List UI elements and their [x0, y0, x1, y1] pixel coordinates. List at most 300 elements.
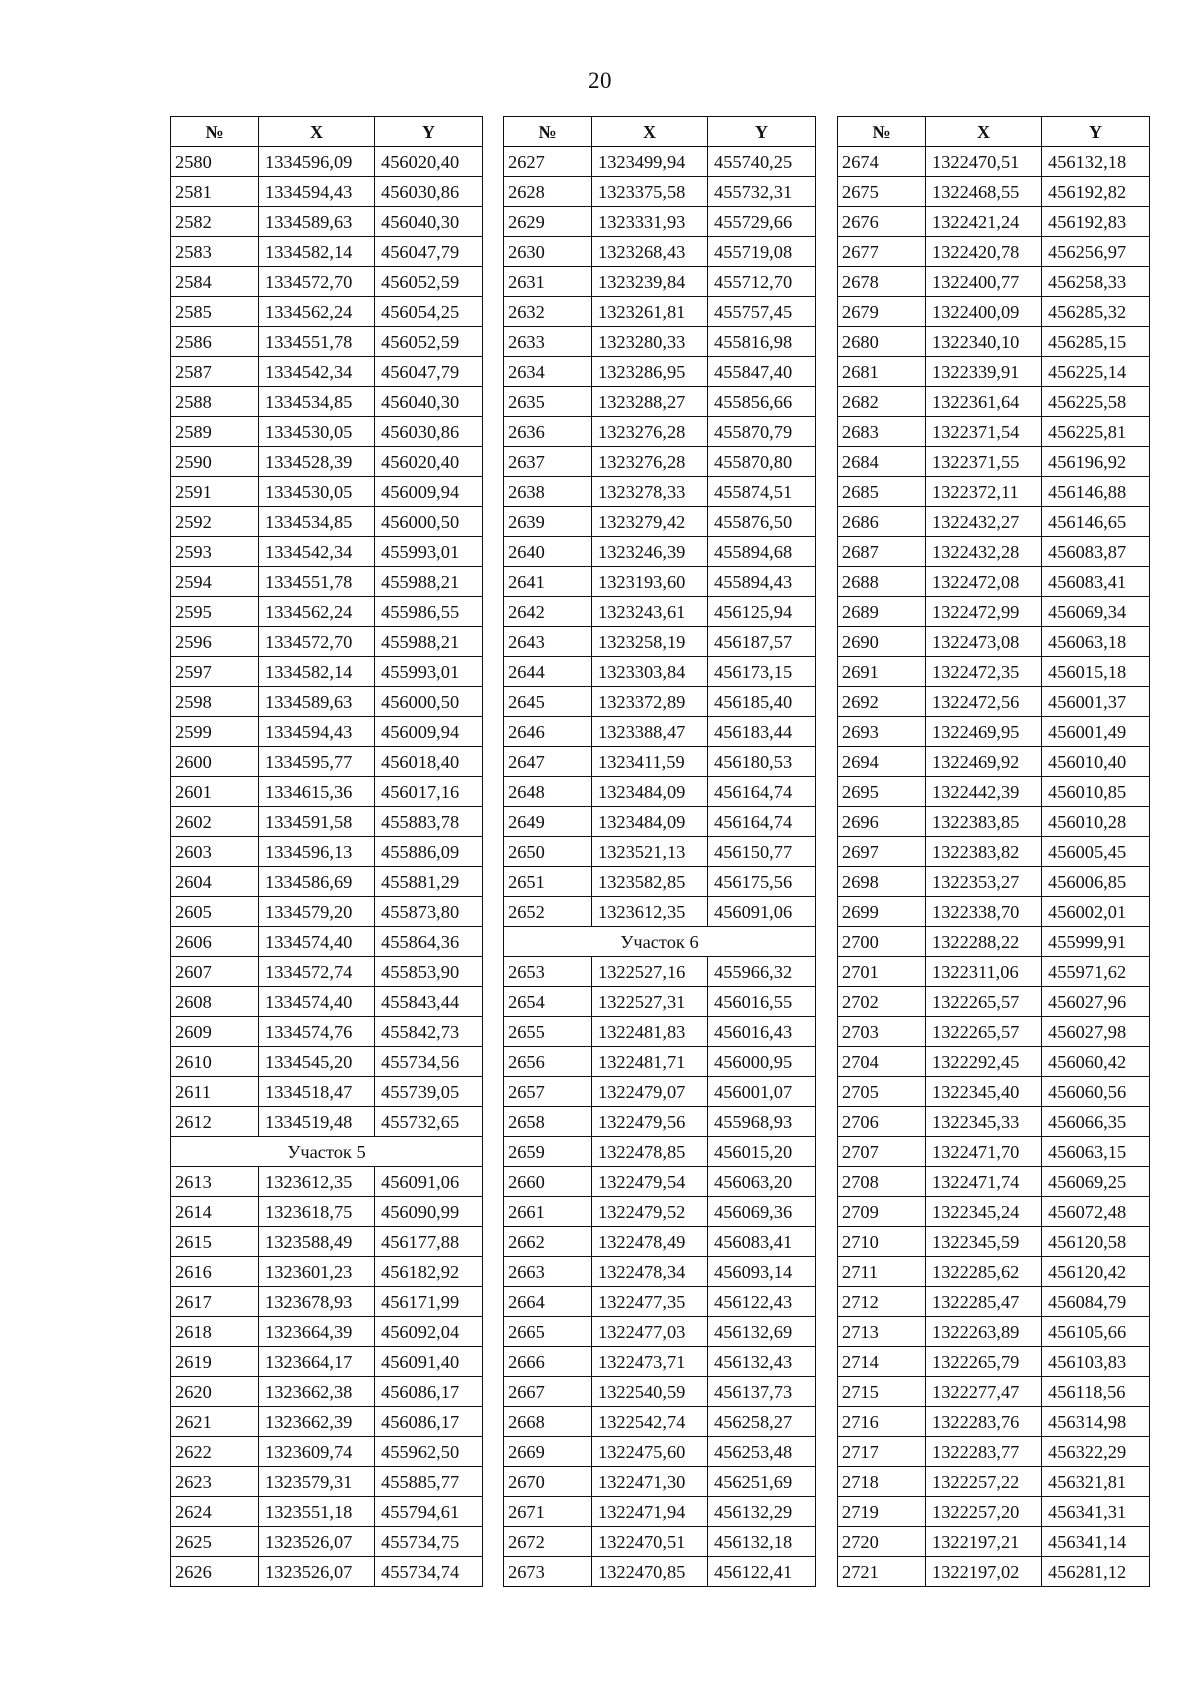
x-coordinate-cell: 1322288,22	[926, 927, 1042, 957]
x-coordinate-cell: 1323484,09	[592, 777, 708, 807]
x-coordinate-cell: 1322283,77	[926, 1437, 1042, 1467]
coordinates-table-2	[503, 116, 816, 1587]
table-row	[504, 267, 816, 297]
table-row	[171, 897, 483, 927]
point-number-cell: 2665	[504, 1317, 592, 1347]
x-coordinate-cell: 1334545,20	[259, 1047, 375, 1077]
x-coordinate-cell: 1322283,76	[926, 1407, 1042, 1437]
table-row	[171, 327, 483, 357]
y-coordinate-cell: 456091,40	[375, 1347, 483, 1377]
x-coordinate-cell: 1322542,74	[592, 1407, 708, 1437]
y-coordinate-cell: 456010,85	[1042, 777, 1150, 807]
y-coordinate-cell: 455881,29	[375, 867, 483, 897]
y-coordinate-cell: 456086,17	[375, 1377, 483, 1407]
point-number-cell: 2660	[504, 1167, 592, 1197]
table-row	[171, 867, 483, 897]
table-row	[838, 1437, 1150, 1467]
y-coordinate-cell: 456120,42	[1042, 1257, 1150, 1287]
x-coordinate-cell: 1323388,47	[592, 717, 708, 747]
y-coordinate-cell: 456285,15	[1042, 327, 1150, 357]
y-coordinate-cell: 456063,18	[1042, 627, 1150, 657]
x-coordinate-cell: 1323609,74	[259, 1437, 375, 1467]
y-coordinate-cell: 456341,31	[1042, 1497, 1150, 1527]
x-coordinate-cell: 1323551,18	[259, 1497, 375, 1527]
table-row	[838, 927, 1150, 957]
table-row	[838, 417, 1150, 447]
x-coordinate-cell: 1323276,28	[592, 447, 708, 477]
y-coordinate-cell: 456020,40	[375, 147, 483, 177]
point-number-cell: 2622	[171, 1437, 259, 1467]
x-coordinate-cell: 1322353,27	[926, 867, 1042, 897]
point-number-cell: 2605	[171, 897, 259, 927]
x-coordinate-cell: 1322471,70	[926, 1137, 1042, 1167]
x-coordinate-cell: 1323288,27	[592, 387, 708, 417]
point-number-cell: 2715	[838, 1377, 926, 1407]
x-coordinate-cell: 1334595,77	[259, 747, 375, 777]
x-coordinate-cell: 1323411,59	[592, 747, 708, 777]
x-coordinate-cell: 1323618,75	[259, 1197, 375, 1227]
x-coordinate-cell: 1322477,03	[592, 1317, 708, 1347]
point-number-cell: 2582	[171, 207, 259, 237]
table-row	[171, 717, 483, 747]
y-coordinate-cell: 455962,50	[375, 1437, 483, 1467]
y-coordinate-cell: 455874,51	[708, 477, 816, 507]
table-body	[171, 147, 483, 1587]
y-coordinate-cell: 456083,41	[1042, 567, 1150, 597]
table-row	[504, 1107, 816, 1137]
y-coordinate-cell: 455847,40	[708, 357, 816, 387]
point-number-cell: 2624	[171, 1497, 259, 1527]
x-coordinate-cell: 1322479,07	[592, 1077, 708, 1107]
point-number-cell: 2636	[504, 417, 592, 447]
y-coordinate-cell: 456118,56	[1042, 1377, 1150, 1407]
table-row	[171, 747, 483, 777]
page-number: 20	[588, 68, 612, 93]
y-coordinate-cell: 456146,65	[1042, 507, 1150, 537]
x-coordinate-cell: 1334615,36	[259, 777, 375, 807]
y-coordinate-cell: 456010,40	[1042, 747, 1150, 777]
y-coordinate-cell: 456027,98	[1042, 1017, 1150, 1047]
point-number-cell: 2714	[838, 1347, 926, 1377]
point-number-cell: 2705	[838, 1077, 926, 1107]
point-number-cell: 2610	[171, 1047, 259, 1077]
y-coordinate-cell: 456052,59	[375, 327, 483, 357]
y-coordinate-cell: 456009,94	[375, 477, 483, 507]
x-coordinate-cell: 1322478,49	[592, 1227, 708, 1257]
point-number-cell: 2638	[504, 477, 592, 507]
y-coordinate-cell: 456251,69	[708, 1467, 816, 1497]
table-row	[504, 1047, 816, 1077]
table-row	[171, 1287, 483, 1317]
point-number-cell: 2630	[504, 237, 592, 267]
x-coordinate-cell: 1322383,85	[926, 807, 1042, 837]
table-row	[504, 1017, 816, 1047]
table-row	[504, 537, 816, 567]
point-number-cell: 2640	[504, 537, 592, 567]
y-coordinate-cell: 455856,66	[708, 387, 816, 417]
table-row	[838, 477, 1150, 507]
coordinates-table-3	[837, 116, 1150, 1587]
table-row	[838, 687, 1150, 717]
table-row	[838, 957, 1150, 987]
point-number-cell: 2678	[838, 267, 926, 297]
table-row	[838, 507, 1150, 537]
point-number-cell: 2635	[504, 387, 592, 417]
table-row	[171, 1077, 483, 1107]
y-coordinate-cell: 456175,56	[708, 867, 816, 897]
y-coordinate-cell: 456150,77	[708, 837, 816, 867]
y-coordinate-cell: 455794,61	[375, 1497, 483, 1527]
table-body	[838, 147, 1150, 1587]
table-row	[171, 1467, 483, 1497]
x-coordinate-cell: 1334589,63	[259, 687, 375, 717]
y-coordinate-cell: 456192,83	[1042, 207, 1150, 237]
point-number-cell: 2692	[838, 687, 926, 717]
y-coordinate-cell: 456084,79	[1042, 1287, 1150, 1317]
table-row	[838, 747, 1150, 777]
table-row	[171, 927, 483, 957]
table-row	[504, 357, 816, 387]
table-row	[838, 627, 1150, 657]
y-coordinate-cell: 456132,18	[1042, 147, 1150, 177]
x-coordinate-cell: 1322361,64	[926, 387, 1042, 417]
x-coordinate-cell: 1334591,58	[259, 807, 375, 837]
x-coordinate-cell: 1322479,52	[592, 1197, 708, 1227]
y-coordinate-cell: 456258,33	[1042, 267, 1150, 297]
table-row	[504, 1317, 816, 1347]
y-coordinate-cell: 456015,20	[708, 1137, 816, 1167]
y-coordinate-cell: 455999,91	[1042, 927, 1150, 957]
point-number-cell: 2646	[504, 717, 592, 747]
x-coordinate-cell: 1322197,02	[926, 1557, 1042, 1587]
y-coordinate-cell: 455734,74	[375, 1557, 483, 1587]
table-row	[171, 657, 483, 687]
point-number-cell: 2647	[504, 747, 592, 777]
point-number-cell: 2671	[504, 1497, 592, 1527]
point-number-cell: 2594	[171, 567, 259, 597]
point-number-cell: 2698	[838, 867, 926, 897]
x-coordinate-cell: 1334551,78	[259, 567, 375, 597]
point-number-cell: 2690	[838, 627, 926, 657]
table-row	[504, 1497, 816, 1527]
x-coordinate-cell: 1322432,28	[926, 537, 1042, 567]
y-coordinate-cell: 456164,74	[708, 777, 816, 807]
y-coordinate-cell: 456122,41	[708, 1557, 816, 1587]
y-coordinate-cell: 456092,04	[375, 1317, 483, 1347]
x-coordinate-cell: 1322372,11	[926, 477, 1042, 507]
table-row	[838, 537, 1150, 567]
y-coordinate-cell: 456132,29	[708, 1497, 816, 1527]
y-coordinate-cell: 456253,48	[708, 1437, 816, 1467]
point-number-cell: 2629	[504, 207, 592, 237]
x-coordinate-cell: 1323499,94	[592, 147, 708, 177]
table-row	[838, 267, 1150, 297]
x-coordinate-cell: 1322345,24	[926, 1197, 1042, 1227]
table-row	[838, 1197, 1150, 1227]
header-x: X	[926, 117, 1042, 147]
table-row	[838, 597, 1150, 627]
table-row	[838, 777, 1150, 807]
table-row	[171, 1107, 483, 1137]
y-coordinate-cell: 456225,81	[1042, 417, 1150, 447]
point-number-cell: 2658	[504, 1107, 592, 1137]
point-number-cell: 2620	[171, 1377, 259, 1407]
table-row	[838, 717, 1150, 747]
point-number-cell: 2595	[171, 597, 259, 627]
table-row	[171, 1047, 483, 1077]
x-coordinate-cell: 1322371,54	[926, 417, 1042, 447]
point-number-cell: 2604	[171, 867, 259, 897]
x-coordinate-cell: 1322285,62	[926, 1257, 1042, 1287]
x-coordinate-cell: 1322420,78	[926, 237, 1042, 267]
point-number-cell: 2649	[504, 807, 592, 837]
y-coordinate-cell: 455757,45	[708, 297, 816, 327]
point-number-cell: 2686	[838, 507, 926, 537]
table-row	[838, 987, 1150, 1017]
x-coordinate-cell: 1323331,93	[592, 207, 708, 237]
x-coordinate-cell: 1322257,20	[926, 1497, 1042, 1527]
y-coordinate-cell: 456285,32	[1042, 297, 1150, 327]
point-number-cell: 2667	[504, 1377, 592, 1407]
x-coordinate-cell: 1322470,51	[592, 1527, 708, 1557]
y-coordinate-cell: 456086,17	[375, 1407, 483, 1437]
table-row	[838, 1497, 1150, 1527]
table-row	[504, 1197, 816, 1227]
y-coordinate-cell: 456054,25	[375, 297, 483, 327]
point-number-cell: 2587	[171, 357, 259, 387]
x-coordinate-cell: 1323193,60	[592, 567, 708, 597]
y-coordinate-cell: 455886,09	[375, 837, 483, 867]
header-row	[171, 117, 483, 147]
y-coordinate-cell: 456314,98	[1042, 1407, 1150, 1437]
point-number-cell: 2683	[838, 417, 926, 447]
table-row	[504, 1467, 816, 1497]
header-number: №	[838, 117, 926, 147]
point-number-cell: 2639	[504, 507, 592, 537]
y-coordinate-cell: 456225,58	[1042, 387, 1150, 417]
x-coordinate-cell: 1322338,70	[926, 897, 1042, 927]
point-number-cell: 2600	[171, 747, 259, 777]
table-row	[504, 237, 816, 267]
x-coordinate-cell: 1334562,24	[259, 597, 375, 627]
section-row	[171, 1137, 483, 1167]
y-coordinate-cell: 455993,01	[375, 657, 483, 687]
point-number-cell: 2694	[838, 747, 926, 777]
y-coordinate-cell: 456052,59	[375, 267, 483, 297]
point-number-cell: 2664	[504, 1287, 592, 1317]
x-coordinate-cell: 1322442,39	[926, 777, 1042, 807]
table-row	[838, 1257, 1150, 1287]
table-row	[504, 807, 816, 837]
point-number-cell: 2642	[504, 597, 592, 627]
x-coordinate-cell: 1322257,22	[926, 1467, 1042, 1497]
y-coordinate-cell: 456047,79	[375, 357, 483, 387]
y-coordinate-cell: 456069,36	[708, 1197, 816, 1227]
y-coordinate-cell: 456132,43	[708, 1347, 816, 1377]
point-number-cell: 2653	[504, 957, 592, 987]
point-number-cell: 2654	[504, 987, 592, 1017]
x-coordinate-cell: 1322400,77	[926, 267, 1042, 297]
point-number-cell: 2632	[504, 297, 592, 327]
table-row	[171, 1377, 483, 1407]
x-coordinate-cell: 1334596,09	[259, 147, 375, 177]
point-number-cell: 2700	[838, 927, 926, 957]
y-coordinate-cell: 456185,40	[708, 687, 816, 717]
point-number-cell: 2601	[171, 777, 259, 807]
point-number-cell: 2596	[171, 627, 259, 657]
point-number-cell: 2598	[171, 687, 259, 717]
x-coordinate-cell: 1334594,43	[259, 177, 375, 207]
x-coordinate-cell: 1323243,61	[592, 597, 708, 627]
x-coordinate-cell: 1334572,74	[259, 957, 375, 987]
x-coordinate-cell: 1323664,39	[259, 1317, 375, 1347]
table-row	[838, 147, 1150, 177]
point-number-cell: 2682	[838, 387, 926, 417]
table-row	[171, 537, 483, 567]
point-number-cell: 2706	[838, 1107, 926, 1137]
x-coordinate-cell: 1323612,35	[259, 1167, 375, 1197]
y-coordinate-cell: 455734,75	[375, 1527, 483, 1557]
point-number-cell: 2702	[838, 987, 926, 1017]
y-coordinate-cell: 455816,98	[708, 327, 816, 357]
y-coordinate-cell: 455883,78	[375, 807, 483, 837]
point-number-cell: 2689	[838, 597, 926, 627]
header-x: X	[259, 117, 375, 147]
point-number-cell: 2612	[171, 1107, 259, 1137]
point-number-cell: 2608	[171, 987, 259, 1017]
x-coordinate-cell: 1322292,45	[926, 1047, 1042, 1077]
x-coordinate-cell: 1334530,05	[259, 477, 375, 507]
point-number-cell: 2703	[838, 1017, 926, 1047]
x-coordinate-cell: 1323526,07	[259, 1557, 375, 1587]
table-row	[171, 567, 483, 597]
point-number-cell: 2679	[838, 297, 926, 327]
table-row	[171, 837, 483, 867]
point-number-cell: 2688	[838, 567, 926, 597]
y-coordinate-cell: 456083,87	[1042, 537, 1150, 567]
table-row	[838, 837, 1150, 867]
x-coordinate-cell: 1322479,56	[592, 1107, 708, 1137]
x-coordinate-cell: 1323276,28	[592, 417, 708, 447]
table-row	[838, 297, 1150, 327]
table-row	[171, 1197, 483, 1227]
table-row	[171, 1227, 483, 1257]
point-number-cell: 2652	[504, 897, 592, 927]
point-number-cell: 2626	[171, 1557, 259, 1587]
y-coordinate-cell: 455873,80	[375, 897, 483, 927]
table-row	[171, 687, 483, 717]
y-coordinate-cell: 455729,66	[708, 207, 816, 237]
x-coordinate-cell: 1322265,57	[926, 1017, 1042, 1047]
table-row	[838, 207, 1150, 237]
x-coordinate-cell: 1322277,47	[926, 1377, 1042, 1407]
y-coordinate-cell: 456120,58	[1042, 1227, 1150, 1257]
y-coordinate-cell: 456000,50	[375, 687, 483, 717]
table-row	[171, 1527, 483, 1557]
x-coordinate-cell: 1323261,81	[592, 297, 708, 327]
table-row	[504, 177, 816, 207]
y-coordinate-cell: 456006,85	[1042, 867, 1150, 897]
header-y: Y	[375, 117, 483, 147]
point-number-cell: 2675	[838, 177, 926, 207]
table-row	[838, 657, 1150, 687]
x-coordinate-cell: 1322478,85	[592, 1137, 708, 1167]
x-coordinate-cell: 1322527,16	[592, 957, 708, 987]
x-coordinate-cell: 1322473,71	[592, 1347, 708, 1377]
table-row	[171, 1167, 483, 1197]
point-number-cell: 2655	[504, 1017, 592, 1047]
y-coordinate-cell: 455842,73	[375, 1017, 483, 1047]
x-coordinate-cell: 1322472,35	[926, 657, 1042, 687]
y-coordinate-cell: 456040,30	[375, 207, 483, 237]
x-coordinate-cell: 1322432,27	[926, 507, 1042, 537]
x-coordinate-cell: 1322470,85	[592, 1557, 708, 1587]
x-coordinate-cell: 1322479,54	[592, 1167, 708, 1197]
point-number-cell: 2617	[171, 1287, 259, 1317]
section-title: Участок 5	[171, 1137, 483, 1167]
y-coordinate-cell: 455986,55	[375, 597, 483, 627]
x-coordinate-cell: 1323246,39	[592, 537, 708, 567]
y-coordinate-cell: 456196,92	[1042, 447, 1150, 477]
point-number-cell: 2625	[171, 1527, 259, 1557]
point-number-cell: 2656	[504, 1047, 592, 1077]
header-row	[838, 117, 1150, 147]
y-coordinate-cell: 456225,14	[1042, 357, 1150, 387]
y-coordinate-cell: 456030,86	[375, 177, 483, 207]
point-number-cell: 2697	[838, 837, 926, 867]
y-coordinate-cell: 456017,16	[375, 777, 483, 807]
x-coordinate-cell: 1322383,82	[926, 837, 1042, 867]
y-coordinate-cell: 456069,25	[1042, 1167, 1150, 1197]
y-coordinate-cell: 456001,49	[1042, 717, 1150, 747]
point-number-cell: 2721	[838, 1557, 926, 1587]
table-row	[504, 1227, 816, 1257]
y-coordinate-cell: 456069,34	[1042, 597, 1150, 627]
point-number-cell: 2674	[838, 147, 926, 177]
header-y: Y	[708, 117, 816, 147]
table-row	[504, 327, 816, 357]
table-row	[838, 1467, 1150, 1497]
x-coordinate-cell: 1322481,71	[592, 1047, 708, 1077]
y-coordinate-cell: 456256,97	[1042, 237, 1150, 267]
point-number-cell: 2669	[504, 1437, 592, 1467]
point-number-cell: 2718	[838, 1467, 926, 1497]
x-coordinate-cell: 1334542,34	[259, 357, 375, 387]
table-row	[171, 627, 483, 657]
table-row	[504, 147, 816, 177]
x-coordinate-cell: 1323582,85	[592, 867, 708, 897]
y-coordinate-cell: 456091,06	[708, 897, 816, 927]
y-coordinate-cell: 456005,45	[1042, 837, 1150, 867]
x-coordinate-cell: 1322472,56	[926, 687, 1042, 717]
x-coordinate-cell: 1334530,05	[259, 417, 375, 447]
point-number-cell: 2580	[171, 147, 259, 177]
header-x: X	[592, 117, 708, 147]
point-number-cell: 2645	[504, 687, 592, 717]
x-coordinate-cell: 1323612,35	[592, 897, 708, 927]
table-row	[171, 357, 483, 387]
table-row	[171, 1407, 483, 1437]
x-coordinate-cell: 1322471,30	[592, 1467, 708, 1497]
table-row	[504, 867, 816, 897]
table-row	[838, 1377, 1150, 1407]
table-row	[171, 1437, 483, 1467]
point-number-cell: 2696	[838, 807, 926, 837]
point-number-cell: 2685	[838, 477, 926, 507]
point-number-cell: 2713	[838, 1317, 926, 1347]
x-coordinate-cell: 1322473,08	[926, 627, 1042, 657]
table-row	[838, 1227, 1150, 1257]
